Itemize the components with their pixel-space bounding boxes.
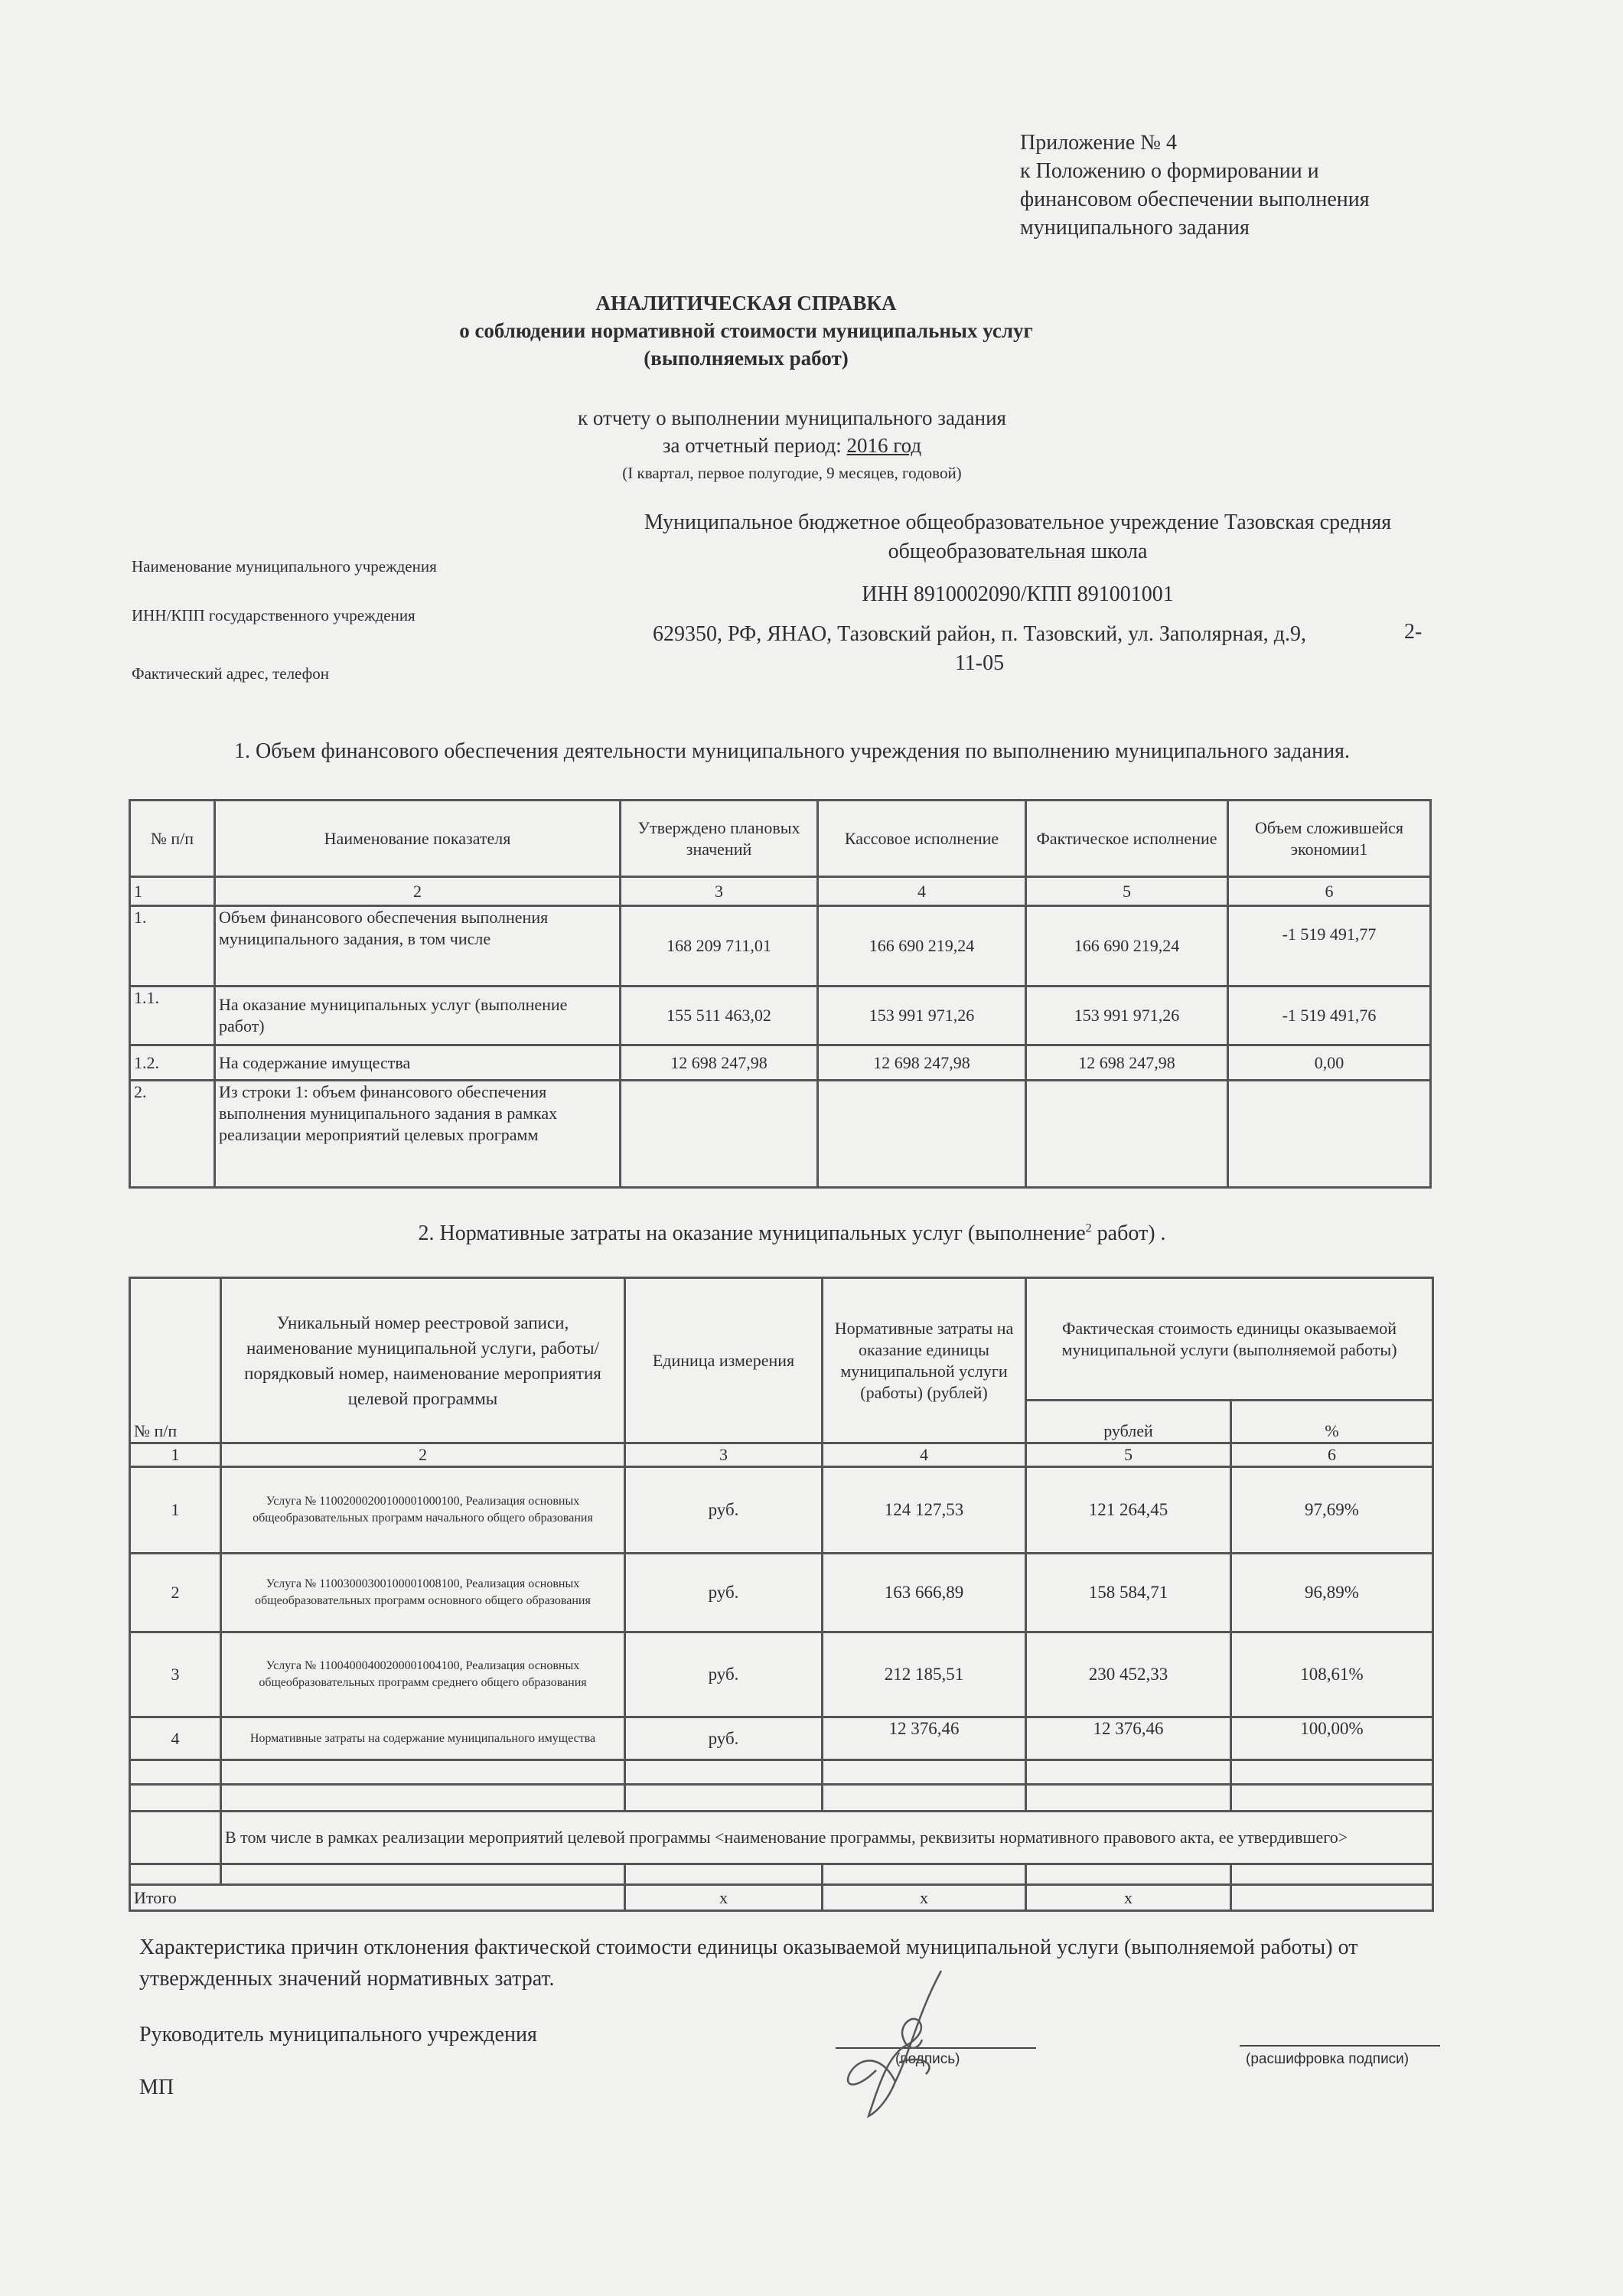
- row-number: 1.1.: [130, 987, 215, 1045]
- fact-value: 153 991 971,26: [1026, 987, 1228, 1045]
- period-label: за отчетный период:: [662, 434, 842, 457]
- cash-value: 153 991 971,26: [818, 987, 1026, 1045]
- total-cell: [1231, 1885, 1433, 1911]
- fact-cost: 12 376,46: [1026, 1717, 1231, 1760]
- period-value: 2016 год: [846, 434, 922, 457]
- row-name: Объем финансового обеспечения выполнения муниципального задания, в том числе: [215, 906, 621, 987]
- col-number: 6: [1231, 1443, 1433, 1467]
- cash-value: [818, 1081, 1026, 1188]
- header-cell: № п/п: [130, 1278, 221, 1443]
- column-number-row: [130, 1443, 1433, 1467]
- address-line: 629350, РФ, ЯНАО, Тазовский район, п. Тазовский, ул. Заполярная, д.9,: [653, 622, 1306, 646]
- handwritten-signature: [803, 1967, 979, 2120]
- economy-value: [1228, 1081, 1431, 1188]
- row-number: 1.: [130, 906, 215, 987]
- address-value: [597, 620, 1362, 678]
- column-number-row: [130, 877, 1431, 906]
- table-row: [130, 1045, 1431, 1081]
- col-number: 5: [1026, 877, 1228, 906]
- address-line: 11-05: [954, 651, 1005, 675]
- percent: 96,89%: [1231, 1554, 1433, 1632]
- head-label: Руководитель муниципального учреждения: [139, 2023, 537, 2047]
- row-number: 1: [130, 1467, 221, 1554]
- unit: руб.: [625, 1717, 823, 1760]
- header-cell: Объем сложившейся экономии1: [1228, 801, 1431, 877]
- footnote-mark: 2: [1085, 1221, 1092, 1235]
- total-row: [130, 1885, 1433, 1911]
- unit: руб.: [625, 1467, 823, 1554]
- cash-value: 12 698 247,98: [818, 1045, 1026, 1081]
- cash-value: 166 690 219,24: [818, 906, 1026, 987]
- deviation-characteristic: Характеристика причин отклонения фактической стоимости единицы оказываемой муниципальной услуги (выполняемой работы) от утвержденных значений нормативных затрат.: [139, 1936, 1358, 1991]
- service-name: Услуга № 11004000400200001004100, Реализация основных общеобразовательных программ среднего общего образования: [221, 1632, 625, 1717]
- subheader-cell: рублей: [1026, 1401, 1231, 1443]
- header-cell: Наименование показателя: [215, 801, 621, 877]
- economy-value: -1 519 491,76: [1228, 987, 1431, 1045]
- unit: руб.: [625, 1554, 823, 1632]
- total-cell: x: [823, 1885, 1026, 1911]
- empty-row: [130, 1760, 1433, 1785]
- inn-value: ИНН 8910002090/КПП 891001001: [862, 582, 1174, 606]
- table-row: [130, 1554, 1433, 1632]
- plan-value: [621, 1081, 818, 1188]
- address-label: Фактический адрес, телефон: [132, 664, 329, 683]
- row-number: 2.: [130, 1081, 215, 1188]
- table-header-row: [130, 801, 1431, 877]
- table-row: [130, 1717, 1433, 1760]
- signature-caption: (подпись): [895, 2051, 960, 2067]
- row-name: На оказание муниципальных услуг (выполнение работ): [215, 987, 621, 1045]
- norm-cost: 212 185,51: [823, 1632, 1026, 1717]
- header-cell: № п/п: [130, 801, 215, 877]
- total-cell: x: [625, 1885, 823, 1911]
- col-number: 4: [818, 877, 1026, 906]
- financing-table: [129, 799, 1432, 1189]
- col-number: 4: [823, 1443, 1026, 1467]
- percent: 108,61%: [1231, 1632, 1433, 1717]
- row-number: 3: [130, 1632, 221, 1717]
- row-number: 4: [130, 1717, 221, 1760]
- row-number: 1.2.: [130, 1045, 215, 1081]
- norm-cost: 12 376,46: [823, 1717, 1026, 1760]
- service-name: Услуга № 11003000300100001008100, Реализация основных общеобразовательных программ основного общего образования: [221, 1554, 625, 1632]
- col-number: 6: [1228, 877, 1431, 906]
- table-row: [130, 987, 1431, 1045]
- total-label: Итого: [130, 1885, 625, 1911]
- title-main: АНАЛИТИЧЕСКАЯ СПРАВКА: [595, 292, 897, 315]
- program-row-text: В том числе в рамках реализации мероприятий целевой программы <наименование программы, реквизиты нормативного правового акта, ее утвердившего>: [221, 1812, 1433, 1864]
- address-phone-part: 2-: [1404, 620, 1423, 644]
- decoding-caption: (расшифровка подписи): [1246, 2051, 1410, 2067]
- institution-name-line: общеобразовательная школа: [888, 540, 1148, 563]
- service-name: Услуга № 11002000200100001000100, Реализация основных общеобразовательных программ начального общего образования: [221, 1467, 625, 1554]
- header-cell: Фактическое исполнение: [1026, 801, 1228, 877]
- col-number: 2: [221, 1443, 625, 1467]
- economy-value: -1 519 491,77: [1228, 906, 1431, 987]
- section2-heading: [0, 1221, 1584, 1246]
- plan-value: 168 209 711,01: [621, 906, 818, 987]
- heading-text: 2. Нормативные затраты на оказание муниципальных услуг (выполнение: [418, 1221, 1086, 1245]
- total-cell: x: [1026, 1885, 1231, 1911]
- report-period: [0, 404, 1584, 487]
- program-row: [130, 1812, 1433, 1864]
- header-cell: Кассовое исполнение: [818, 801, 1026, 877]
- fact-value: [1026, 1081, 1228, 1188]
- appendix-line: Приложение № 4: [1020, 131, 1177, 155]
- period-hint: (I квартал, первое полугодие, 9 месяцев, годовой): [622, 464, 962, 482]
- stamp-label: МП: [139, 2076, 174, 2099]
- fact-cost: 158 584,71: [1026, 1554, 1231, 1632]
- institution-name-line: Муниципальное бюджетное общеобразовательное учреждение Тазовская средняя: [644, 510, 1392, 534]
- report-line: к отчету о выполнении муниципального задания: [578, 406, 1006, 429]
- plan-value: 155 511 463,02: [621, 987, 818, 1045]
- col-number: 2: [215, 877, 621, 906]
- appendix-note: [1020, 129, 1370, 242]
- fact-value: 12 698 247,98: [1026, 1045, 1228, 1081]
- institution-name: [612, 508, 1423, 566]
- document-title: [0, 289, 1492, 372]
- row-name: Из строки 1: объем финансового обеспечения выполнения муниципального задания в рамках реализации мероприятий целевых программ: [215, 1081, 621, 1188]
- col-number: 3: [625, 1443, 823, 1467]
- subheader-cell: %: [1231, 1401, 1433, 1443]
- decoding-line: [1240, 2045, 1440, 2047]
- name-label: Наименование муниципального учреждения: [132, 557, 437, 576]
- fact-cost: 230 452,33: [1026, 1632, 1231, 1717]
- norm-cost: 124 127,53: [823, 1467, 1026, 1554]
- table-row: [130, 1632, 1433, 1717]
- appendix-line: финансовом обеспечении выполнения: [1020, 188, 1370, 211]
- header-cell: Фактическая стоимость единицы оказываемой муниципальной услуги (выполняемой работы): [1026, 1278, 1433, 1401]
- table-row: [130, 906, 1431, 987]
- fact-value: 166 690 219,24: [1026, 906, 1228, 987]
- economy-value: 0,00: [1228, 1045, 1431, 1081]
- inn-label: ИНН/КПП государственного учреждения: [132, 606, 416, 625]
- row-number: 2: [130, 1554, 221, 1632]
- header-cell: Утверждено плановых значений: [621, 801, 818, 877]
- unit: руб.: [625, 1632, 823, 1717]
- header-cell: Нормативные затраты на оказание единицы муниципальной услуги (работы) (рублей): [823, 1278, 1026, 1443]
- col-number: 3: [621, 877, 818, 906]
- fact-cost: 121 264,45: [1026, 1467, 1231, 1554]
- title-line3: (выполняемых работ): [644, 347, 849, 370]
- section1-heading: 1. Объем финансового обеспечения деятельности муниципального учреждения по выполнению муниципального задания.: [234, 739, 1350, 763]
- service-name: Нормативные затраты на содержание муниципального имущества: [221, 1717, 625, 1760]
- appendix-line: муниципального задания: [1020, 216, 1250, 240]
- heading-text: работ) .: [1091, 1221, 1166, 1245]
- header-cell: Уникальный номер реестровой записи, наименование муниципальной услуги, работы/ порядковый номер, наименование мероприятия целевой программы: [221, 1278, 625, 1443]
- appendix-line: к Положению о формировании и: [1020, 159, 1319, 183]
- normative-costs-table: [129, 1277, 1434, 1912]
- table-row: [130, 1467, 1433, 1554]
- plan-value: 12 698 247,98: [621, 1045, 818, 1081]
- table-row: [130, 1081, 1431, 1188]
- percent: 100,00%: [1231, 1717, 1433, 1760]
- col-number: 1: [130, 877, 215, 906]
- col-number: 1: [130, 1443, 221, 1467]
- norm-cost: 163 666,89: [823, 1554, 1026, 1632]
- empty-row: [130, 1864, 1433, 1885]
- percent: 97,69%: [1231, 1467, 1433, 1554]
- row-name: На содержание имущества: [215, 1045, 621, 1081]
- table-header-row: [130, 1278, 1433, 1401]
- header-cell: Единица измерения: [625, 1278, 823, 1443]
- col-number: 5: [1026, 1443, 1231, 1467]
- empty-row: [130, 1785, 1433, 1812]
- title-line2: о соблюдении нормативной стоимости муниципальных услуг: [459, 319, 1033, 342]
